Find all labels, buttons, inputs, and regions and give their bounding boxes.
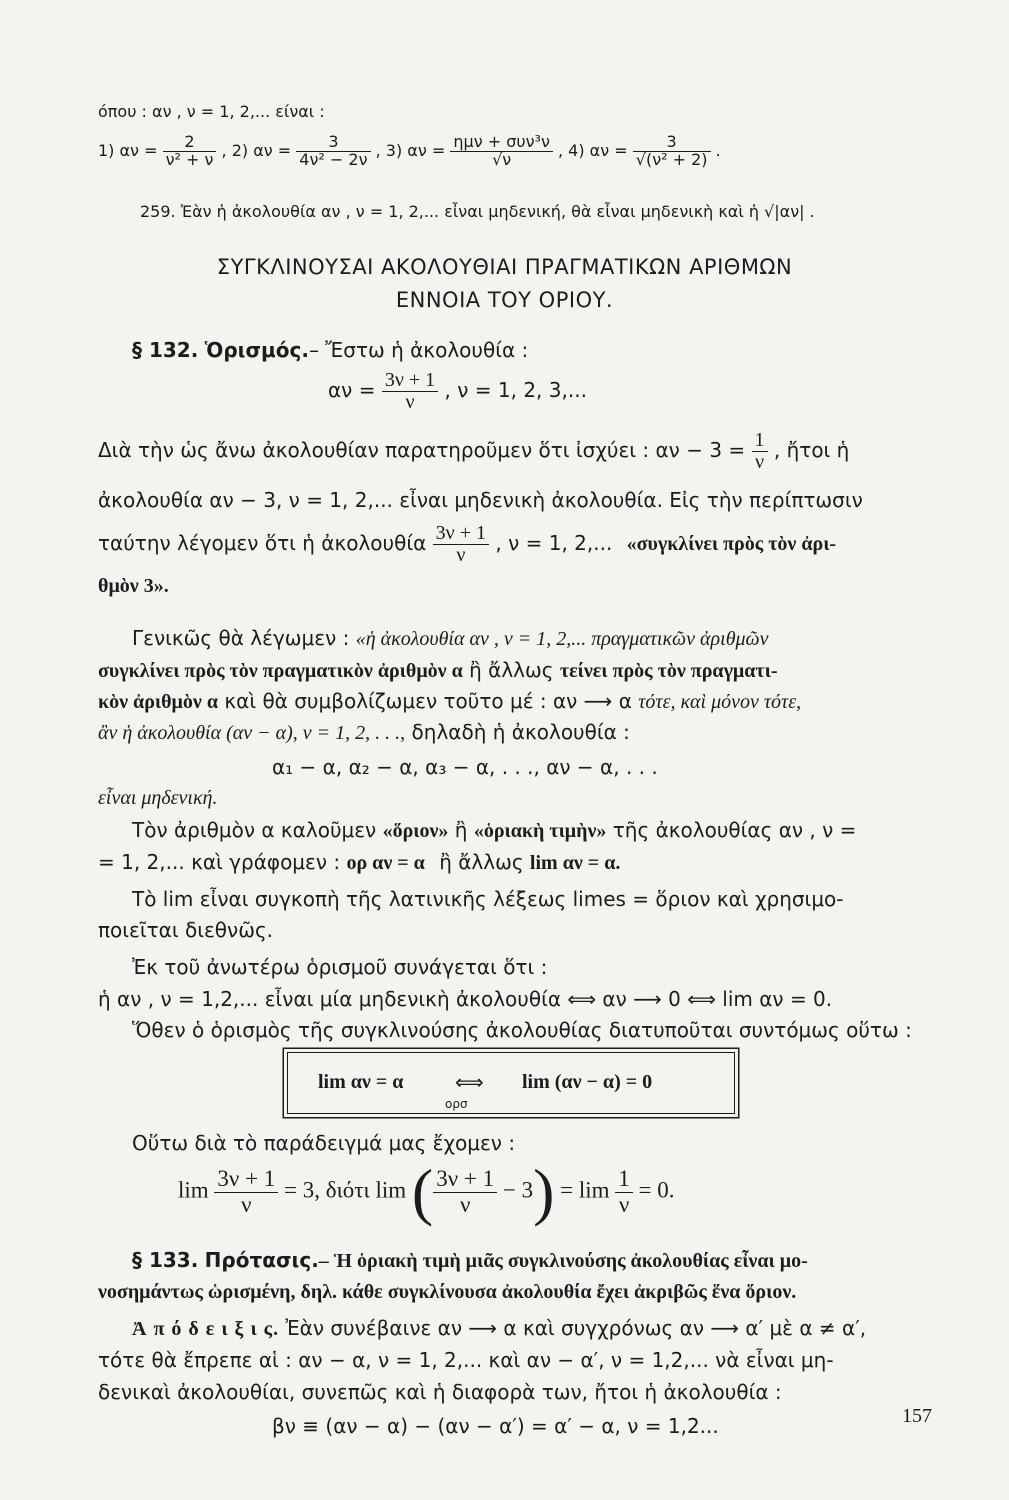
- g2-bold2: τείνει πρὸς τὸν πραγματι-: [559, 660, 778, 682]
- ex-d2: ν: [459, 1191, 471, 1217]
- l2-text: = 1, 2,... καὶ γράφομεν :: [98, 850, 341, 874]
- l2-or: ἢ ἄλλως: [439, 850, 524, 874]
- ex4-fraction: [633, 134, 711, 169]
- ex1-den: ν² + ν: [165, 149, 214, 169]
- section-132-lead: – Ἔστω ἡ ἀκολουθία :: [308, 338, 529, 362]
- g1-italic: «ἡ ἀκολουθία αν , ν = 1, 2,... πραγματικῶν ἀριθμῶν: [355, 628, 769, 650]
- ex-d3: ν: [618, 1191, 630, 1217]
- left-paren: (: [411, 1156, 434, 1227]
- g2-text: ἢ ἄλλως: [469, 658, 554, 682]
- para-line3: [98, 523, 836, 566]
- ex-frac2: [433, 1167, 497, 1216]
- ex-d1: ν: [241, 1191, 252, 1217]
- p3-quote: «συγκλίνει πρὸς τὸν ἀρι-: [626, 533, 837, 555]
- general-line6: εἶναι μηδενική.: [98, 787, 218, 809]
- box-left: lim αν = α: [318, 1071, 404, 1093]
- ex3-den: √ν: [492, 149, 512, 169]
- general-sequence: α₁ − α, α₂ − α, α₃ − α, . . ., αν − α, . . .: [272, 755, 658, 779]
- para-line2: ἀκολουθία αν − 3, ν = 1, 2,... εἶναι μηδενικὴ ἀκολουθία. Εἰς τὴν περίπτωσιν: [98, 488, 863, 512]
- proof-line4: βν ≡ (αν − α) − (αν − α′) = α′ − α, ν = 1,2...: [272, 1414, 719, 1438]
- general-line4: [98, 722, 630, 743]
- ex-eq2: = lim: [560, 1177, 610, 1203]
- p1-den: ν: [755, 451, 765, 473]
- p1-end: , ἤτοι ἡ: [773, 438, 850, 462]
- lim-explain-line1: Τὸ lim εἶναι συγκοπὴ τῆς λατινικῆς λέξεως limes = ὅριον καὶ χρησιμο-: [132, 887, 844, 911]
- lim-explain-line2: ποιεῖται διεθνῶς.: [98, 918, 274, 942]
- deduce-line3: Ὅθεν ὁ ὁρισμὸς τῆς συγκλινούσης ἀκολουθίας διατυποῦται συντόμως οὕτω :: [132, 1018, 912, 1042]
- g3-bold: κὸν ἀριθμὸν α: [98, 691, 218, 713]
- deduce-line2: ἡ αν , ν = 1,2,... εἶναι μία μηδενικὴ ἀκολουθία ⟺ αν ⟶ 0 ⟺ lim αν = 0.: [98, 987, 833, 1011]
- l2-lim-notation: lim αν = α.: [529, 852, 621, 874]
- l1-or: ἢ: [454, 818, 468, 842]
- box-right: lim (αν − α) = 0: [522, 1071, 653, 1093]
- p3-den: ν: [456, 544, 466, 566]
- l1-end: τῆς ἀκολουθίας αν , ν =: [612, 818, 857, 842]
- exercise-259: 259. Ἐὰν ἡ ἀκολουθία αν , ν = 1, 2,... εἶναι μηδενική, θὰ εἶναι μηδενικὴ καὶ ἡ √|αν| .: [140, 202, 815, 221]
- ex3-label: , 3) αν =: [375, 140, 446, 160]
- l1-oriaki: «ὁριακὴ τιμὴν»: [473, 820, 607, 842]
- proof-line2: τότε θὰ ἔπρεπε αἱ : αν − α, ν = 1, 2,... καὶ αν − α′, ν = 1,2,... νὰ εἶναι μη-: [98, 1348, 834, 1372]
- l1-horion: «ὅριον»: [382, 820, 449, 842]
- section-133-line1: [132, 1250, 808, 1271]
- section-133-line2: νοσημάντως ὡρισμένη, δηλ. κάθε συγκλίνουσα ἀκολουθία ἔχει ἀκριβῶς ἕνα ὅριον.: [98, 1281, 797, 1303]
- p3-fraction: [433, 523, 489, 566]
- ex-n2: 3ν + 1: [433, 1167, 497, 1192]
- seq-num: 3ν + 1: [382, 370, 438, 392]
- sequence-definition: [328, 370, 587, 413]
- box-subscript: ορσ: [445, 1097, 468, 1111]
- g3-italic: τότε, καὶ μόνον τότε,: [638, 691, 802, 713]
- section-133-title: Πρότασις.: [204, 1248, 319, 1272]
- ex4-den: √(ν² + 2): [635, 149, 708, 169]
- proof-word: Ἀ π ό δ ε ι ξ ι ς.: [132, 1318, 280, 1340]
- p3-range: , ν = 1, 2,...: [495, 531, 613, 555]
- examples-line: [98, 134, 721, 169]
- deduce-line1: Ἐκ τοῦ ἀνωτέρω ὁρισμοῦ συνάγεται ὅτι :: [132, 955, 548, 979]
- page-number: 157: [902, 1405, 932, 1427]
- ex-n1: 3ν + 1: [214, 1167, 278, 1192]
- g2-bold: συγκλίνει πρὸς τὸν πραγματικὸν ἀριθμὸν α: [98, 660, 463, 682]
- section-133-s1: – Ἡ ὁριακὴ τιμὴ μιᾶς συγκλινούσης ἀκολουθίας εἶναι μο-: [318, 1250, 808, 1272]
- proof-line1: [132, 1318, 866, 1339]
- ex2-label: , 2) αν =: [221, 140, 292, 160]
- ex3-num: ημν + συν³ν: [450, 134, 553, 152]
- p3-text: ταύτην λέγομεν ὅτι ἡ ἀκολουθία: [98, 531, 427, 555]
- g4-italic: ἂν ἡ ἀκολουθία (αν − α), ν = 1, 2, . . .,: [98, 722, 406, 744]
- section-133-number: § 133.: [132, 1248, 199, 1272]
- g4-text: δηλαδὴ ἡ ἀκολουθία :: [411, 720, 630, 744]
- ex3-fraction: [450, 134, 553, 169]
- ex-lim1: lim: [178, 1177, 209, 1203]
- ex-eq3: = 0.: [638, 1177, 675, 1203]
- l2-or-notation: ορ αν = α: [346, 852, 425, 874]
- section-132-title: Ὁρισμός.: [204, 338, 309, 362]
- seq-den: ν: [405, 391, 415, 413]
- ex-minus3: − 3: [502, 1177, 534, 1203]
- para-observe: [98, 430, 849, 473]
- ex-n3: 1: [615, 1167, 633, 1192]
- p3-num: 3ν + 1: [433, 523, 489, 545]
- limit-name-line2: [98, 852, 620, 873]
- ex1-fraction: [163, 134, 217, 169]
- ex1-label: 1) αν =: [98, 140, 158, 160]
- ex2-den: 4ν² − 2ν: [299, 149, 368, 169]
- seq-rhs: , ν = 1, 2, 3,...: [444, 378, 587, 402]
- section-132-number: § 132.: [132, 338, 199, 362]
- p1-num: 1: [752, 430, 768, 452]
- box-arrow: ⟺: [455, 1070, 484, 1094]
- limit-name-line1: [132, 820, 856, 841]
- general-line1: [132, 628, 769, 649]
- intro-line: όπου : αν , ν = 1, 2,... είναι :: [98, 102, 325, 121]
- g1-text: Γενικῶς θὰ λέγωμεν :: [132, 626, 350, 650]
- example-formula: [178, 1156, 675, 1227]
- proof-line3: δενικαὶ ἀκολουθίαι, συνεπῶς καὶ ἡ διαφορὰ των, ἤτοι ἡ ἀκολουθία :: [98, 1380, 782, 1404]
- section-132-heading: [132, 340, 528, 360]
- p1-text: Διὰ τὴν ὡς ἄνω ἀκολουθίαν παρατηροῦμεν ὅτι ἰσχύει : αν − 3 =: [98, 438, 746, 462]
- right-paren: ): [533, 1156, 555, 1227]
- ex-frac3: [615, 1167, 633, 1216]
- seq-lhs: αν =: [328, 378, 376, 402]
- l1-text: Τὸν ἀριθμὸν α καλοῦμεν: [132, 818, 377, 842]
- para-line4: θμὸν 3».: [98, 575, 169, 597]
- ex-eq1: = 3, διότι lim: [284, 1177, 407, 1203]
- ex1-num: 2: [163, 134, 217, 152]
- ex4-end: .: [715, 140, 721, 160]
- ex4-num: 3: [633, 134, 711, 152]
- ex-frac1: [214, 1167, 278, 1216]
- general-line3: [98, 691, 801, 712]
- proof-text1: Ἐὰν συνέβαινε αν ⟶ α καὶ συγχρόνως αν ⟶ α′ μὲ α ≠ α′,: [285, 1316, 867, 1340]
- chapter-heading-line2: ΕΝΝΟΙΑ ΤΟΥ ΟΡΙΟΥ.: [395, 288, 614, 312]
- ex2-fraction: [296, 134, 370, 169]
- chapter-heading-line1: ΣΥΓΚΛΙΝΟΥΣΑΙ ΑΚΟΛΟΥΘΙΑΙ ΠΡΑΓΜΑΤΙΚΩΝ ΑΡΙΘΜΩΝ: [216, 255, 793, 279]
- ex2-num: 3: [296, 134, 370, 152]
- example-lead: Οὕτω διὰ τὸ παράδειγμά μας ἔχομεν :: [132, 1131, 516, 1155]
- general-line2: [98, 660, 778, 681]
- seq-fraction: [382, 370, 438, 413]
- p1-fraction: [752, 430, 768, 473]
- ex4-label: , 4) αν =: [558, 140, 628, 160]
- g3-text: καὶ θὰ συμβολίζωμεν τοῦτο μέ : αν ⟶ α: [224, 689, 632, 713]
